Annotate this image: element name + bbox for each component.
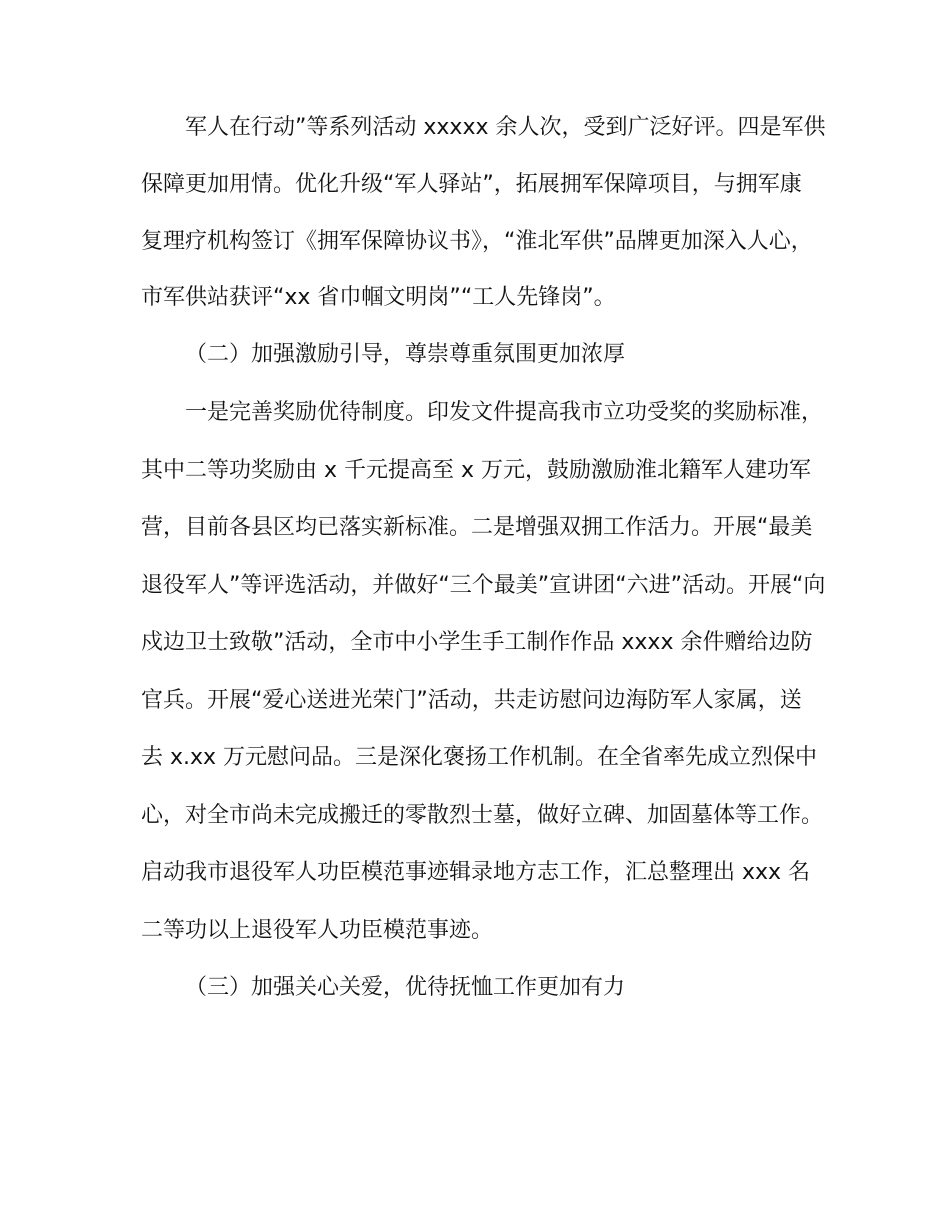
section-heading: （二）加强激励引导，尊崇尊重氛围更加浓厚	[185, 342, 626, 367]
paragraph-line: 复理疗机构签订《拥军保障协议书》，“淮北军供”品牌更加深入人心，	[141, 229, 813, 254]
paragraph-line: 军人在行动”等系列活动 xxxxx 余人次，受到广泛好评。四是军供	[185, 115, 826, 140]
paragraph-line: 戍边卫士致敬”活动，全市中小学生手工制作作品 xxxx 余件赠给边防	[141, 630, 813, 655]
paragraph-line: 市军供站获评“xx 省巾帼文明岗”“工人先锋岗”。	[141, 285, 616, 310]
paragraph-line: 保障更加用情。优化升级“军人驿站”，拓展拥军保障项目，与拥军康	[141, 172, 802, 197]
paragraph-line: 二等功以上退役军人功臣模范事迹。	[141, 918, 494, 943]
paragraph-line: 退役军人”等评选活动，并做好“三个最美”宣讲团“六进”活动。开展“向	[141, 573, 826, 598]
paragraph-line: 营，目前各县区均已落实新标准。二是增强双拥工作活力。开展“最美	[141, 515, 813, 540]
paragraph-line: 启动我市退役军人功臣模范事迹辑录地方志工作，汇总整理出 xxx 名	[141, 860, 811, 885]
paragraph-line: 心，对全市尚未完成搬迁的零散烈士墓，做好立碑、加固墓体等工作。	[141, 803, 824, 828]
paragraph-line: 一是完善奖励优待制度。印发文件提高我市立功受奖的奖励标准，	[185, 400, 824, 425]
paragraph-line: 官兵。开展“爱心送进光荣门”活动，共走访慰问边海防军人家属，送	[141, 688, 802, 713]
section-heading: （三）加强关心关爱，优待抚恤工作更加有力	[185, 975, 626, 1000]
paragraph-line: 其中二等功奖励由 x 千元提高至 x 万元，鼓励激励淮北籍军人建功军	[141, 458, 812, 483]
paragraph-line: 去 x.xx 万元慰问品。三是深化褒扬工作机制。在全省率先成立烈保中	[141, 745, 818, 770]
